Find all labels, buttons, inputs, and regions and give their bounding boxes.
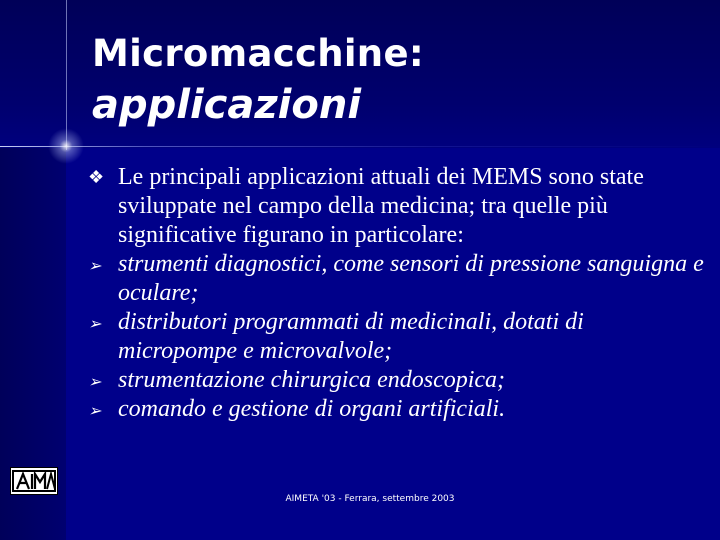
slide-title-line1: Micromacchine: (92, 32, 424, 75)
aimeta-logo (10, 467, 58, 495)
diamond-bullet-icon: ❖ (88, 167, 105, 187)
slide-title-line2: applicazioni (92, 82, 362, 128)
list-item (88, 366, 708, 395)
decorative-horizontal-line (0, 146, 720, 147)
arrow-bullet-icon: ➢ (88, 403, 102, 420)
list-item (88, 163, 708, 250)
bullet-list (88, 163, 708, 424)
list-item (88, 308, 708, 366)
list-item-text: strumentazione chirurgica endoscopica; (118, 367, 506, 393)
list-item-text: distributori programmati di medicinali, dotati di micropompe e microvalvole; (118, 309, 584, 364)
list-item (88, 395, 708, 424)
list-item (88, 250, 708, 308)
arrow-bullet-icon: ➢ (88, 374, 102, 391)
arrow-bullet-icon: ➢ (88, 316, 102, 333)
list-item-text: comando e gestione di organi artificiali. (118, 396, 506, 422)
decorative-light-flare (48, 128, 84, 164)
list-item-text: Le principali applicazioni attuali dei MEMS sono state sviluppate nel campo della medicina; tra quelle più significative figurano in particolare: (118, 164, 644, 248)
list-item-text: strumenti diagnostici, come sensori di pressione sanguigna e oculare; (118, 251, 704, 306)
arrow-bullet-icon: ➢ (88, 258, 102, 275)
slide-footer: AIMETA '03 - Ferrara, settembre 2003 (285, 494, 455, 504)
